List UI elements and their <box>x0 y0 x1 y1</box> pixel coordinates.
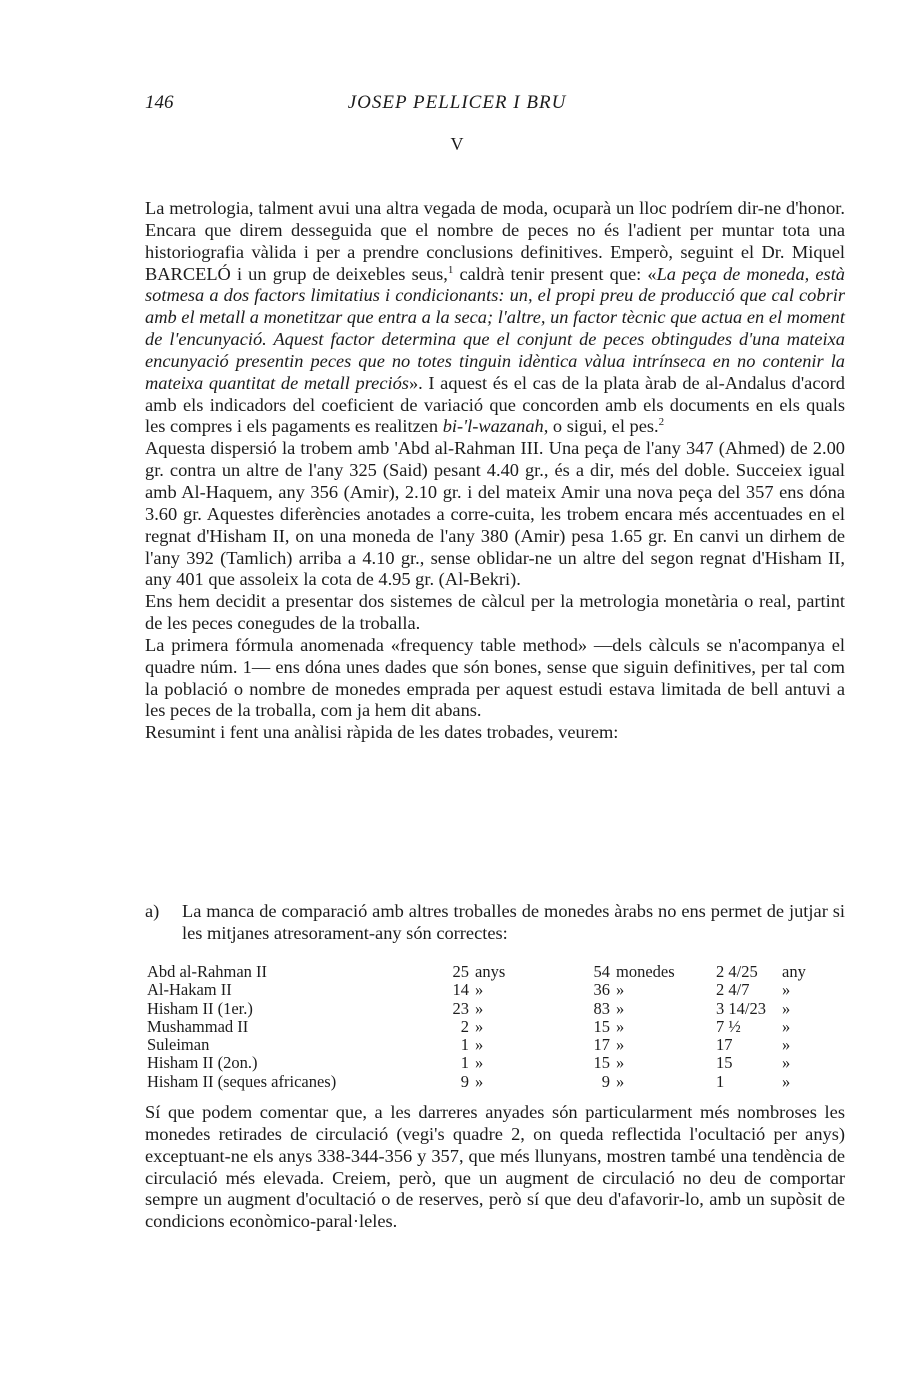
list-item-label: a) <box>145 901 160 921</box>
list-item-text: La manca de comparació amb altres troballes de monedes àrabs no ens permet de jutjar si les mitjanes atresorament-any són correctes: <box>182 901 845 943</box>
reign-years: 23 <box>452 998 469 1018</box>
section-heading: V <box>450 134 464 154</box>
reign-table-body <box>147 963 842 1091</box>
paragraph-text: ». I aquest és el cas de la plata àrab de al-Andalus d'acord amb els indicadors del coeficient de variació que concorden amb els documents en els quals les compres i els pagaments es realitzen <box>145 372 845 437</box>
paragraph-text: La metrologia, talment avui una altra vegada de moda, ocuparà un lloc podríem dir-ne d'honor. Encara que direm desseguida que el nombre de peces no és l'adient per muntar tota una historiografia vàlida i per a prendre conclusions definitives. Emperò, seguint el Dr. Miquel BARCELÓ i un grup de deixebles seus, <box>145 198 845 284</box>
paragraph-frequency-method: La primera fórmula anomenada «frequency table method» —dels càlculs se n'acompanya el quadre núm. 1— ens dóna unes dades que són bones, sense que siguin definitives, per tal com la població o nombre de monedes emprada per aquest estudi estava limitada de bell antuvi a les peces de la troballa, com ja hem dit abans. <box>145 634 845 721</box>
avg-unit: » <box>782 1035 791 1055</box>
table-row <box>147 1073 842 1091</box>
years-unit: » <box>475 1053 484 1073</box>
coins-unit: » <box>616 998 625 1018</box>
page-number: 146 <box>145 92 174 113</box>
ruler-name: Hisham II (1er.) <box>147 998 253 1018</box>
table-row <box>147 981 842 999</box>
ruler-name: Hisham II (2on.) <box>147 1053 258 1073</box>
coins-per-year: 3 14/23 <box>716 998 766 1018</box>
arabic-term: bi-'l-wazanah, <box>442 416 549 437</box>
coin-count: 15 <box>593 1016 610 1036</box>
table-row <box>147 1000 842 1018</box>
ruler-name: Suleiman <box>147 1035 210 1055</box>
closing-text <box>145 1102 845 1233</box>
coin-count: 54 <box>593 962 610 981</box>
coins-per-year: 7 ½ <box>716 1016 741 1036</box>
paragraph-text: caldrà tenir present que: « <box>453 263 657 284</box>
coins-per-year: 2 4/7 <box>716 980 750 1000</box>
avg-unit: » <box>782 1016 791 1036</box>
coins-unit: » <box>616 1053 625 1073</box>
paragraph-systems: Ens hem decidit a presentar dos sistemes de càlcul per la metrologia monetària o real, partint de les peces conegudes de la troballa. <box>145 591 845 634</box>
footnote-ref-2: 2 <box>658 416 665 429</box>
quotation: La peça de moneda, està sotmesa a dos factors limitatius i condicionants: un, el propi preu de producció que cal cobrir amb el metall a monetitzar que entra a la seca; l'altre, un factor tècnic que actua en el moment de l'encunyació. Aquest factor determina que el conjunt de peces obtingudes d'una mateixa encunyació presentin peces que no totes tinguin idèntica vàlua intrínseca en no contenir la mateixa quantitat de metall preciós <box>145 263 845 393</box>
reign-years: 2 <box>460 1016 469 1036</box>
coins-per-year: 17 <box>716 1035 733 1055</box>
running-head: JOSEP PELLICER I BRU <box>347 92 567 113</box>
reign-table <box>147 963 842 1091</box>
reign-years: 1 <box>460 1035 469 1055</box>
years-unit: » <box>475 998 484 1018</box>
coin-count: 83 <box>593 998 610 1018</box>
paragraph-closing: Sí que podem comentar que, a les darreres anyades són particularment més nombroses les monedes retirades de circulació (vegi's quadre 2, on queda reflectida l'ocultació per anys) exceptuant-ne els anys 338-344-356 y 357, que més llunyans, mostren també una tendència de circulació més elevada. Creiem, però, que un augment de circulació no deu de comportar sempre un augment d'ocultació o de reserves, però sí que deu d'afavorir-lo, amb un supòsit de condicions econòmico-paral·leles. <box>145 1102 845 1232</box>
reign-years: 9 <box>460 1071 469 1091</box>
avg-unit: » <box>782 980 791 1000</box>
coins-unit: » <box>616 1016 625 1036</box>
body-text <box>145 198 845 744</box>
reign-years: 1 <box>460 1053 469 1073</box>
paragraph-metrology <box>145 198 845 438</box>
coins-unit: » <box>616 980 625 1000</box>
table-row <box>147 963 842 981</box>
ruler-name: Abd al-Rahman II <box>147 962 268 981</box>
coins-per-year: 2 4/25 <box>716 962 758 981</box>
avg-unit: » <box>782 1053 791 1073</box>
years-unit: » <box>475 1035 484 1055</box>
ruler-name: Al-Hakam II <box>147 980 232 1000</box>
ruler-name: Mushammad II <box>147 1016 249 1036</box>
footnote-ref-1: 1 <box>447 263 454 276</box>
coin-count: 36 <box>593 980 610 1000</box>
avg-unit: » <box>782 1071 791 1091</box>
coin-count: 17 <box>593 1035 610 1055</box>
reign-years: 14 <box>452 980 469 1000</box>
coins-unit: monedes <box>616 962 675 981</box>
coin-count: 9 <box>601 1071 610 1091</box>
years-unit: » <box>475 980 484 1000</box>
paragraph-text: o sigui, el pes. <box>548 416 659 437</box>
years-unit: » <box>475 1016 484 1036</box>
paragraph-dispersion: Aquesta dispersió la trobem amb 'Abd al-Rahman III. Una peça de l'any 347 (Ahmed) de 2.00 gr. contra un altre de l'any 325 (Said) pesant 4.40 gr., és a dir, més del doble. Succeiex igual amb Al-Haquem, any 356 (Amir), 2.10 gr. i del mateix Amir una nova peça del 357 ens dóna 3.60 gr. Aquestes diferències anotades a corre-cuita, les trobem encara més accentuades en el regnat d'Hisham II, on una moneda de l'any 380 (Amir) pesa 1.65 gr. En canvi un dirhem de l'any 392 (Tamlich) arriba a 4.10 gr., sense oblidar-ne un altre del segon regnat d'Hisham II, any 401 que assoleix la cota de 4.95 gr. (Al-Bekri). <box>145 438 845 590</box>
table-row <box>147 1054 842 1072</box>
years-unit: anys <box>475 962 506 981</box>
years-unit: » <box>475 1071 484 1091</box>
coins-per-year: 1 <box>716 1071 725 1091</box>
coins-unit: » <box>616 1071 625 1091</box>
paragraph-summary: Resumint i fent una anàlisi ràpida de les dates trobades, veurem: <box>145 722 619 743</box>
table-row <box>147 1018 842 1036</box>
reign-years: 25 <box>452 962 469 981</box>
coins-unit: » <box>616 1035 625 1055</box>
list-item-a <box>145 901 845 945</box>
avg-unit: any <box>782 962 806 981</box>
coin-count: 15 <box>593 1053 610 1073</box>
avg-unit: » <box>782 998 791 1018</box>
table-row <box>147 1036 842 1054</box>
ruler-name: Hisham II (seques africanes) <box>147 1071 337 1091</box>
coins-per-year: 15 <box>716 1053 733 1073</box>
